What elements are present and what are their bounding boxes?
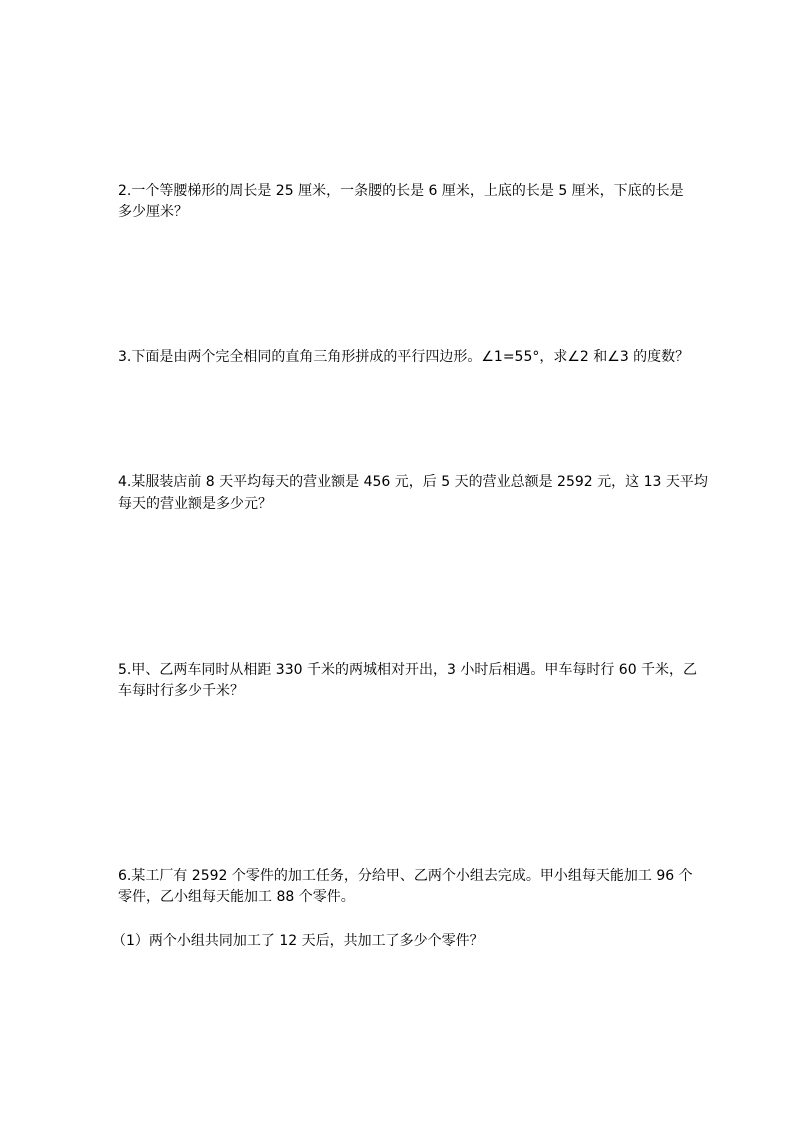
question-2-line-2: 多少厘米？ [118,204,188,220]
question-5-line-1: 5.甲、乙两车同时从相距 330 千米的两城相对开出，3 小时后相遇。甲车每时行 60 千米，乙 [118,662,698,678]
question-6-line-1: 6.某工厂有 2592 个零件的加工任务，分给甲、乙两个小组去完成。甲小组每天能加工 96 个 [118,868,693,884]
question-6-subquestion-1: （1）两个小组共同加工了 12 天后，共加工了多少个零件？ [112,933,484,949]
question-3-line-1: 3.下面是由两个完全相同的直角三角形拼成的平行四边形。∠1=55°，求∠2 和∠3 的度数？ [118,349,690,365]
question-4-line-2: 每天的营业额是多少元？ [118,496,272,512]
question-2-line-1: 2.一个等腰梯形的周长是 25 厘米，一条腰的长是 6 厘米，上底的长是 5 厘米，下底的长是 [118,183,684,199]
question-4-line-1: 4.某服装店前 8 天平均每天的营业额是 456 元，后 5 天的营业总额是 2592 元，这 13 天平均 [118,474,708,490]
question-5-line-2: 车每时行多少千米？ [118,683,244,699]
question-6-line-2: 零件，乙小组每天能加工 88 个零件。 [118,889,355,905]
